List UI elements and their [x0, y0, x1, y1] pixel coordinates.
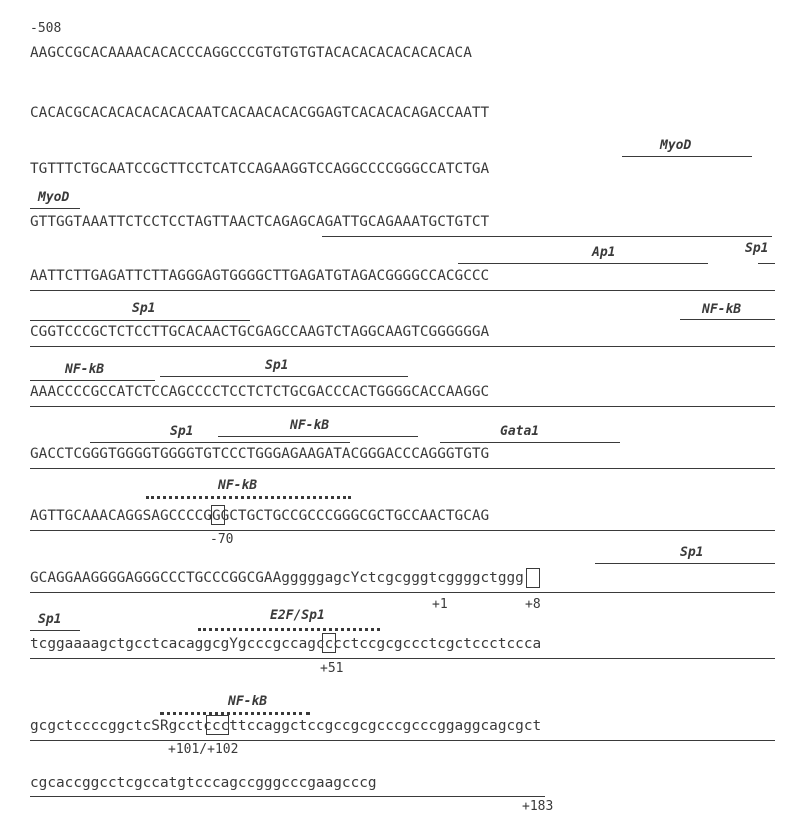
- position-label-plus101-102: +101/+102: [168, 742, 239, 757]
- snp-box-minus70: [211, 505, 225, 525]
- site-bar-nfkb-2: [30, 380, 155, 381]
- site-bar-nfkb-1: [680, 319, 775, 320]
- site-bar-sp1-6: [30, 630, 80, 631]
- site-dots-nfkb-5: [160, 712, 310, 715]
- underline-row-6: [30, 346, 775, 347]
- underline-row-10: [30, 592, 775, 593]
- site-bar-ap1: [458, 263, 708, 264]
- site-label-ap1: Ap1: [592, 245, 616, 260]
- site-label-gata1: Gata1: [500, 424, 540, 439]
- site-label-sp1-1: Sp1: [745, 241, 769, 256]
- site-label-nfkb-5: NF-kB: [228, 694, 268, 709]
- sequence-row-3: TGTTTCTGCAATCCGCTTCCTCATCCAGAAGGTCCAGGCCCCGGGCCATCTGA: [30, 161, 490, 177]
- sequence-row-5: AATTCTTGAGATTCTTAGGGAGTGGGGCTTGAGATGTAGACGGGGCCACGCCC: [30, 268, 490, 284]
- underline-row-7: [30, 406, 775, 407]
- position-label-plus51: +51: [320, 661, 344, 676]
- sequence-row-9: AGTTGCAAACAGGSAGCCCCGGGCTGCTGCCGCCCGGGCGCTGCCAACTGCAG: [30, 508, 490, 524]
- site-label-nfkb-1: NF-kB: [702, 302, 742, 317]
- sequence-row-6: CGGTCCCGCTCTCCTTGCACAACTGCGAGCCAAGTCTAGGCAAGTCGGGGGGA: [30, 324, 490, 340]
- position-label-plus1: +1: [432, 597, 448, 612]
- site-bar-myod-2: [30, 208, 80, 209]
- sequence-row-1: AAGCCGCACAAAACACACCCAGGCCCGTGTGTGTACACACACACACACACA: [30, 45, 472, 61]
- underline-row-8: [30, 468, 775, 469]
- site-bar-myod-1: [622, 156, 752, 157]
- site-label-sp1-2: Sp1: [132, 301, 156, 316]
- position-label-plus8: +8: [525, 597, 541, 612]
- sequence-row-12: gcgctccccggctcSRgcctcccttccaggctccgccgcgcccgcccggaggcagcgct: [30, 718, 542, 734]
- underline-row-5: [30, 290, 775, 291]
- sequence-row-11: tcggaaaagctgcctcacaggcgYgcccgccagcccctccgcgccctcgctccctccca: [30, 636, 542, 652]
- site-label-sp1-6: Sp1: [38, 612, 62, 627]
- snp-box-plus51: [322, 633, 336, 653]
- position-label-plus183: +183: [522, 799, 554, 814]
- snp-box-plus8: [526, 568, 540, 588]
- site-label-nfkb-4: NF-kB: [218, 478, 258, 493]
- underline-row-11: [30, 658, 775, 659]
- site-bar-sp1-3: [160, 376, 408, 377]
- sequence-row-10: GCAGGAAGGGGAGGGCCCTGCCCGGCGAAgggggagcYctcgcgggtcggggctggg: [30, 570, 524, 586]
- sequence-row-2: CACACGCACACACACACACAATCACAACACACGGAGTCACACACAGACCAATT: [30, 105, 490, 121]
- site-label-myod-1: MyoD: [660, 138, 692, 153]
- site-bar-sp1-1: [758, 263, 775, 264]
- sequence-row-4: GTTGGTAAATTCTCCTCCTAGTTAACTCAGAGCAGATTGCAGAAATGCTGTCT: [30, 214, 490, 230]
- site-bar-sp1-4: [90, 442, 350, 443]
- sequence-row-13: cgcaccggcctcgccatgtcccagccgggcccgaagcccg: [30, 775, 377, 791]
- site-label-e2f-sp1: E2F/Sp1: [270, 608, 325, 623]
- underline-row-4: [322, 236, 772, 237]
- sequence-row-7: AAACCCCGCCATCTCCAGCCCCTCCTCTCTGCGACCCACTGGGGCACCAAGGC: [30, 384, 490, 400]
- snp-box-plus101-102: [206, 715, 229, 735]
- site-label-sp1-5: Sp1: [680, 545, 704, 560]
- site-bar-sp1-5: [595, 563, 775, 564]
- start-position-label: -508: [30, 21, 62, 36]
- site-bar-gata1: [440, 442, 620, 443]
- site-bar-sp1-2: [30, 320, 250, 321]
- underline-row-13: [30, 796, 545, 797]
- site-label-nfkb-3: NF-kB: [290, 418, 330, 433]
- underline-row-12: [30, 740, 775, 741]
- underline-row-9: [30, 530, 775, 531]
- site-dots-e2f-sp1: [198, 628, 380, 631]
- site-label-nfkb-2: NF-kB: [65, 362, 105, 377]
- site-dots-nfkb-4: [146, 496, 351, 499]
- site-label-myod-2: MyoD: [38, 190, 70, 205]
- site-bar-nfkb-3: [218, 436, 418, 437]
- position-label-minus70: -70: [210, 532, 234, 547]
- site-label-sp1-3: Sp1: [265, 358, 289, 373]
- sequence-row-8: GACCTCGGGTGGGGTGGGGTGTCCCTGGGAGAAGATACGGGACCCAGGGTGTG: [30, 446, 490, 462]
- site-label-sp1-4: Sp1: [170, 424, 194, 439]
